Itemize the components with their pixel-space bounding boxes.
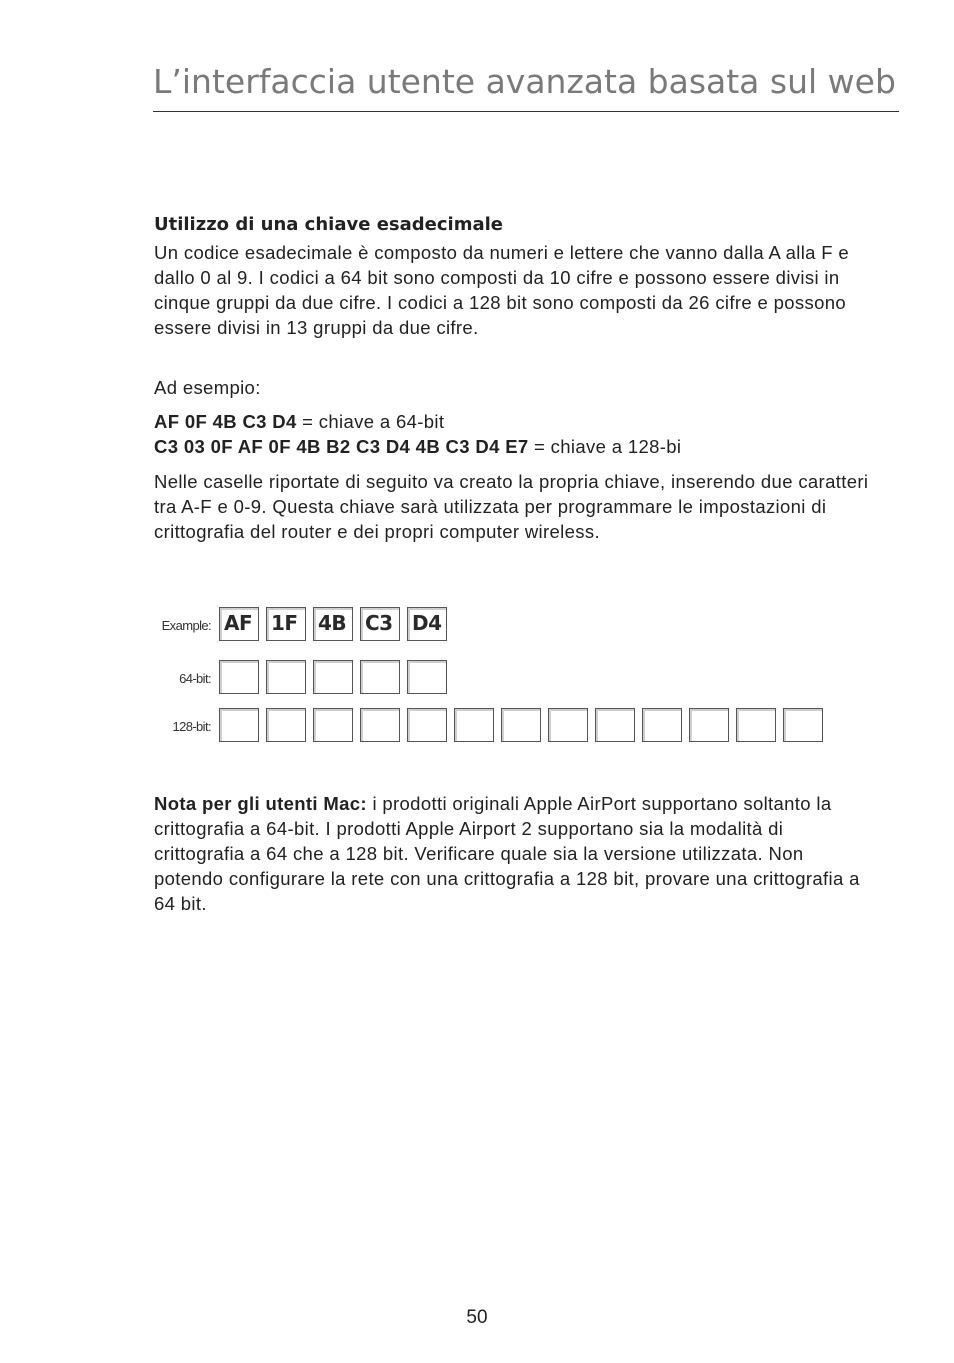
key-64-bit-box <box>407 660 447 694</box>
key-128-bit-box <box>501 708 541 742</box>
key-128-bit-box <box>313 708 353 742</box>
key-128-bit-box <box>783 708 823 742</box>
key-128-bit-box <box>642 708 682 742</box>
example-keys <box>154 409 874 459</box>
key-64-bit-box <box>313 660 353 694</box>
example-key-text: 1F <box>271 611 298 635</box>
mac-note-lead: Nota per gli utenti Mac: <box>154 793 367 814</box>
example-key-box <box>407 607 447 641</box>
mac-note <box>154 791 874 916</box>
key-128-description: = chiave a 128-bi <box>528 436 682 457</box>
example-key-text: D4 <box>412 611 442 635</box>
boxes-128-bit <box>219 708 823 742</box>
row-64-bit-label: 64-bit: <box>179 671 211 686</box>
intro-paragraph: Un codice esadecimale è composto da numeri e lettere che vanno dalla A alla F e dallo 0 al 9. I codici a 64 bit sono composti da 10 cifre e possono essere divisi in cinque gruppi da due cifre. I codici a 128 bit sono composti da 26 cifre e possono essere divisi in 13 gruppi da due cifre. <box>154 242 850 338</box>
page-header-title: L’interfaccia utente avanzata basata sul web <box>153 62 896 101</box>
key-64-bit-box <box>266 660 306 694</box>
key-128-bit-box <box>548 708 588 742</box>
example-boxes <box>219 607 447 641</box>
key-64-bit-box <box>219 660 259 694</box>
example-label: Ad esempio: <box>154 377 261 398</box>
example-key-box <box>219 607 259 641</box>
key-128-bit-box <box>454 708 494 742</box>
header-divider <box>153 111 899 112</box>
key-128-value: C3 03 0F AF 0F 4B B2 C3 D4 4B C3 D4 E7 <box>154 436 529 457</box>
example-key-box <box>313 607 353 641</box>
key-128-bit-box <box>266 708 306 742</box>
key-64-bit-box <box>360 660 400 694</box>
page-number: 50 <box>466 1307 488 1328</box>
boxes-64-bit <box>219 660 447 694</box>
key-128-bit-box <box>219 708 259 742</box>
key-128-bit-box <box>595 708 635 742</box>
key-128-bit-box <box>736 708 776 742</box>
key-128-bit-box <box>689 708 729 742</box>
row-128-bit-label: 128-bit: <box>172 719 211 734</box>
key-128-bit-box <box>360 708 400 742</box>
example-key-text: 4B <box>318 611 347 635</box>
example-key-text: AF <box>224 611 253 635</box>
key-64-description: = chiave a 64-bit <box>296 411 445 432</box>
boxes-instructions: Nelle caselle riportate di seguito va creato la propria chiave, inserendo due caratteri tra A-F e 0-9. Questa chiave sarà utilizzata per programmare le impostazioni di crittografia del router e dei propri computer wireless. <box>154 471 869 542</box>
example-key-box <box>360 607 400 641</box>
key-64-value: AF 0F 4B C3 D4 <box>154 411 297 432</box>
example-row-label: Example: <box>161 618 211 633</box>
example-key-text: C3 <box>365 611 393 635</box>
mac-note-text: i prodotti originali Apple AirPort supportano soltanto la crittografia a 64-bit. I prodotti Apple Airport 2 supportano sia la modalità di crittografia a 64 che a 128 bit. Verificare quale sia la versione utilizzata. Non potendo configurare la rete con una crittografia a 128 bit, provare una crittografia a 64 bit. <box>154 793 860 914</box>
key-128-bit-box <box>407 708 447 742</box>
example-key-box <box>266 607 306 641</box>
section-heading: Utilizzo di una chiave esadecimale <box>154 214 503 235</box>
